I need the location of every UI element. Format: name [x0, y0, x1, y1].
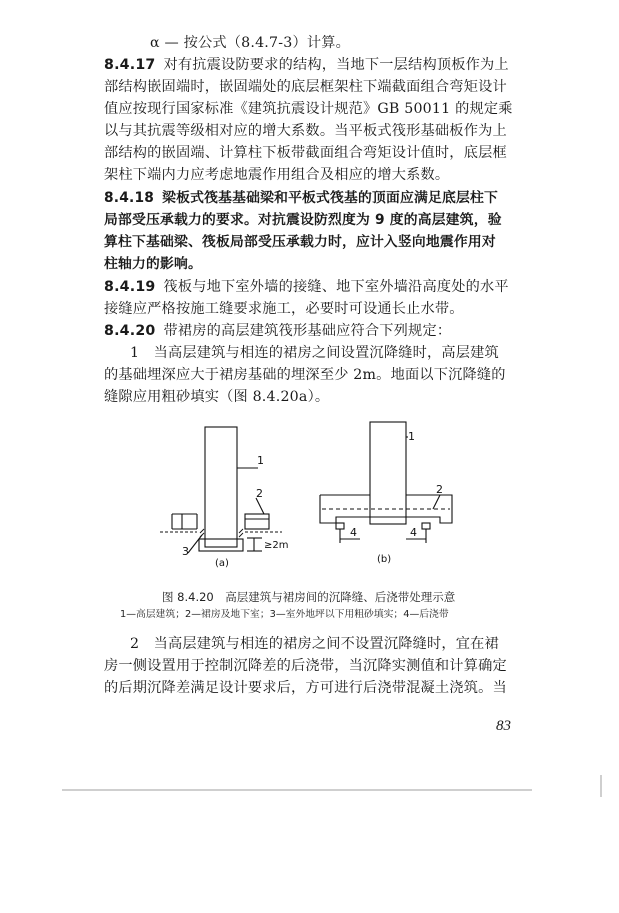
- clause-number: 8.4.18: [104, 190, 155, 206]
- figure-legend: 1—高层建筑；2—裙房及地下室；3—室外地坪以下用粗砂填实；4—后浇带: [120, 609, 449, 620]
- settlement-joint-figure: [160, 415, 490, 580]
- text-line: 柱轴力的影响。: [104, 256, 202, 272]
- text-line: 1 当高层建筑与相连的裙房之间设置沉降缝时，高层建筑: [130, 345, 499, 361]
- clause-8-4-17: 8.4.17 对有抗震设防要求的结构，当地下一层结构顶板作为上: [104, 57, 509, 73]
- scan-edge-mark: [600, 775, 602, 797]
- subfigure-a-label: (a): [215, 558, 229, 569]
- text-line: 房一侧设置用于控制沉降差的后浇带，当沉降实测值和计算确定: [104, 658, 507, 674]
- scan-edge-line: [62, 789, 532, 791]
- clause-number: 8.4.17: [104, 57, 156, 73]
- text-line: 的基础埋深应大于裙房基础的埋深至少 2m。地面以下沉降缝的: [104, 367, 506, 383]
- page-number: 83: [496, 718, 511, 734]
- text-line: 以与其抗震等级相对应的增大系数。当平板式筏形基础板作为上: [104, 123, 507, 139]
- clause-number: 8.4.20: [104, 323, 156, 339]
- text-line: 算柱下基础梁、筏板局部受压承载力时，应计入竖向地震作用对: [104, 234, 496, 250]
- clause-number: 8.4.19: [104, 279, 156, 295]
- label-1-a: 1: [257, 454, 264, 467]
- label-2-b: 2: [436, 483, 443, 496]
- text-line: 局部受压承载力的要求。对抗震设防烈度为 9 度的高层建筑，验: [104, 212, 502, 228]
- figure-caption: 图 8.4.20 高层建筑与裙房间的沉降缝、后浇带处理示意: [162, 590, 456, 604]
- subfigure-b-label: (b): [377, 554, 392, 565]
- post-pouring-strip: [422, 523, 430, 529]
- text-line: α — 按公式（8.4.7-3）计算。: [150, 35, 351, 51]
- text-line: 部结构的嵌固端、计算柱下板带截面组合弯矩设计值时，底层框: [104, 145, 507, 161]
- dimension-label: ≥2m: [264, 540, 289, 551]
- clause-8-4-19: 8.4.19 筏板与地下室外墙的接缝、地下室外墙沿高度处的水平: [104, 279, 509, 295]
- clause-8-4-20: 8.4.20 带裙房的高层建筑筏形基础应符合下列规定：: [104, 323, 452, 339]
- text-line: 架柱下端内力应考虑地震作用组合及相应的增大系数。: [104, 167, 450, 183]
- label-1-b: 1: [408, 430, 415, 443]
- label-2-a: 2: [256, 487, 263, 500]
- label-4-b-left: 4: [350, 526, 357, 539]
- label-4-b-right: 4: [410, 526, 417, 539]
- text-line: 2 当高层建筑与相连的裙房之间不设置沉降缝时，宜在裙: [130, 636, 499, 652]
- high-rise-foundation-a: [199, 539, 243, 551]
- text-line: 部结构嵌固端时，嵌固端处的底层框架柱下端截面组合弯矩设计: [104, 79, 507, 95]
- text-line: 接缝应严格按施工缝要求施工，必要时可设通长止水带。: [104, 301, 464, 317]
- text-line: 值应按现行国家标准《建筑抗震设计规范》GB 50011 的规定乘: [104, 101, 513, 117]
- clause-8-4-18: 8.4.18 梁板式筏基基础梁和平板式筏基的顶面应满足底层柱下: [104, 190, 499, 206]
- podium-a: [245, 514, 269, 529]
- post-pouring-strip: [336, 523, 344, 529]
- text-line: 缝隙应用粗砂填实（图 8.4.20a）。: [104, 389, 330, 405]
- label-3-a: 3: [182, 545, 189, 558]
- text-line: 的后期沉降差满足设计要求后，方可进行后浇带混凝土浇筑。当: [104, 680, 507, 696]
- high-rise-building-a: [205, 427, 237, 547]
